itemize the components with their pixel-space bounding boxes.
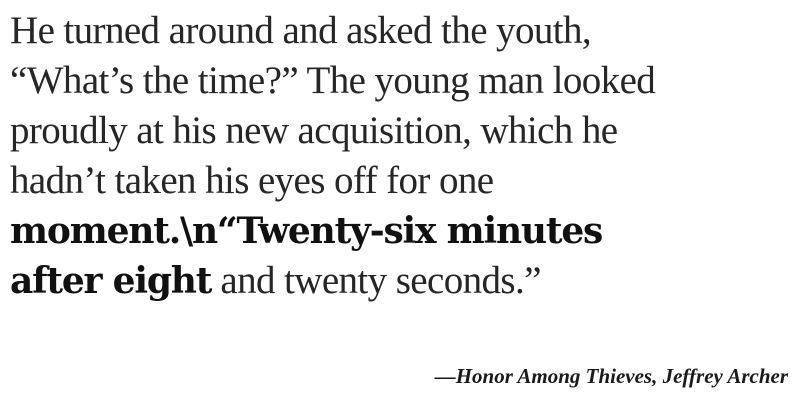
quote-attribution: —Honor Among Thieves, Jeffrey Archer [434, 364, 788, 388]
quote-line-4: hadn’t taken his eyes off for one [10, 159, 494, 202]
quote-text-block [10, 6, 790, 306]
quote-line-5-emphasis: moment.\n“Twenty-six minutes [10, 210, 603, 252]
quote-line-2: “What’s the time?” The young man looked [10, 59, 656, 102]
quote-line-6 [10, 256, 790, 306]
quote-line-1: He turned around and asked the youth, [10, 9, 592, 52]
quote-line-6-emphasis: after eight [10, 260, 212, 302]
quote-line-3: proudly at his new acquisition, which he [10, 109, 618, 152]
quote-line-6-regular: and twenty seconds.” [211, 259, 541, 302]
